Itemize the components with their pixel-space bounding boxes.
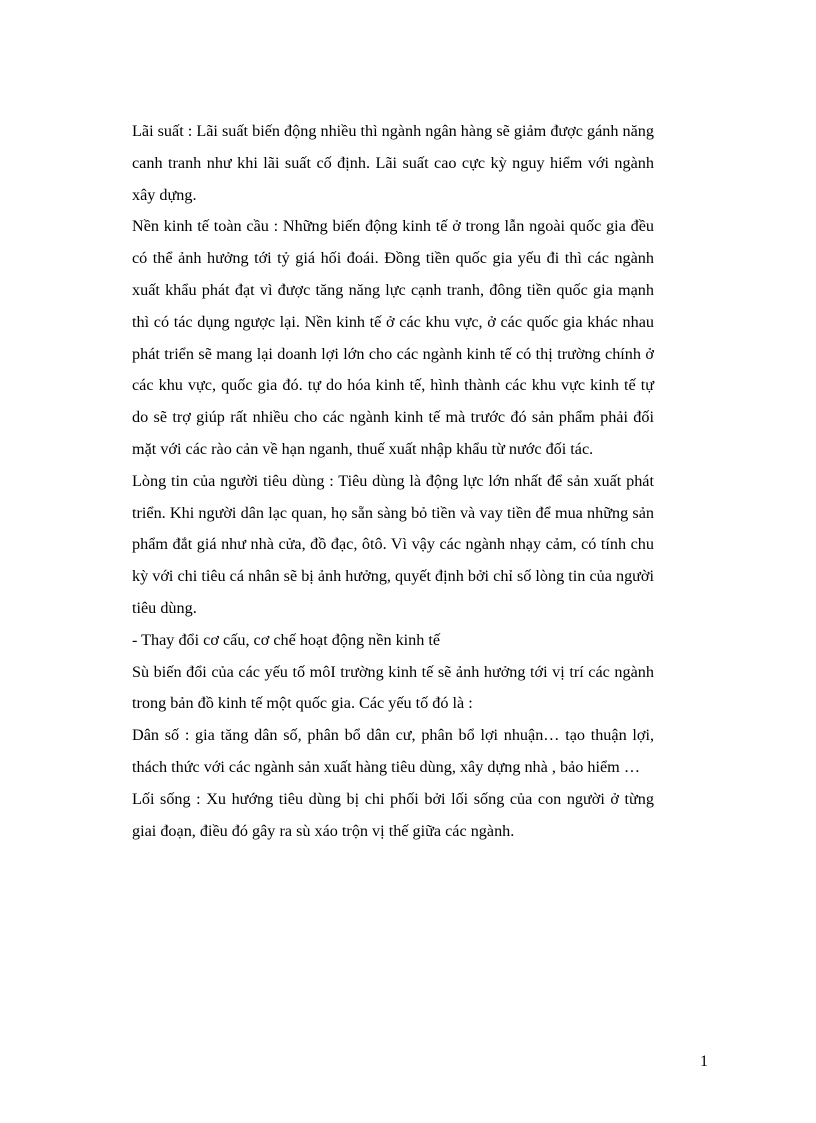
paragraph-lifestyle: Lối sống : Xu hướng tiêu dùng bị chi phối bởi lối sống của con người ở từng giai đoạn, điều đó gây ra sù xáo trộn vị thế giữa các ngành. xyxy=(132,789,654,840)
paragraph-economic-environment: Sù biến đổi của các yếu tố môI trường kinh tế sẽ ảnh hưởng tới vị trí các ngành trong bản đồ kinh tế một quốc gia. Các yếu tố đó là : xyxy=(132,662,654,713)
page-number: 1 xyxy=(700,1053,708,1070)
paragraph-consumer-confidence: Lòng tin của người tiêu dùng : Tiêu dùng là động lực lớn nhất để sản xuất phát triển. Khi người dân lạc quan, họ sẵn sàng bỏ tiền và vay tiền để mua những sản phẩm đắt giá như nhà cửa, đồ đạc, ôtô. Vì vậy các ngành nhạy cảm, có tính chu kỳ với chi tiêu cá nhân sẽ bị ảnh hưởng, quyết định bởi chỉ số lòng tin của người tiêu dùng. xyxy=(132,471,654,617)
paragraph-structural-change-heading: - Thay đổi cơ cấu, cơ chế hoạt động nền kinh tế xyxy=(132,630,441,649)
paragraph-global-economy: Nền kinh tế toàn cầu : Những biến động kinh tế ở trong lẫn ngoài quốc gia đều có thể ảnh hưởng tới tỷ giá hối đoái. Đồng tiền quốc gia yếu đi thì các ngành xuất khẩu phát đạt vì được tăng năng lực cạnh tranh, đông tiền quốc gia mạnh thì có tác dụng ngược lại. Nền kinh tế ở các khu vực, ở các quốc gia khác nhau phát triển sẽ mang lại doanh lợi lớn cho các ngành kinh tế có thị trường chính ở các khu vực, quốc gia đó. tự do hóa kinh tế, hình thành các khu vực kinh tế tự do sẽ trợ giúp rất nhiều cho các ngành kinh tế mà trước đó sản phẩm phải đối mặt với các rào cản về hạn nganh, thuế xuất nhập khẩu từ nước đối tác. xyxy=(132,217,654,458)
paragraph-population: Dân số : gia tăng dân số, phân bổ dân cư, phân bổ lợi nhuận… tạo thuận lợi, thách thức với các ngành sản xuất hàng tiêu dùng, xây dựng nhà , bảo hiểm … xyxy=(132,726,654,776)
paragraph-interest-rate: Lãi suất : Lãi suất biến động nhiều thì ngành ngân hàng sẽ giảm được gánh năng canh tranh như khi lãi suất cố định. Lãi suất cao cực kỳ nguy hiểm với ngành xây dựng. xyxy=(132,122,654,204)
document-body xyxy=(132,116,654,847)
